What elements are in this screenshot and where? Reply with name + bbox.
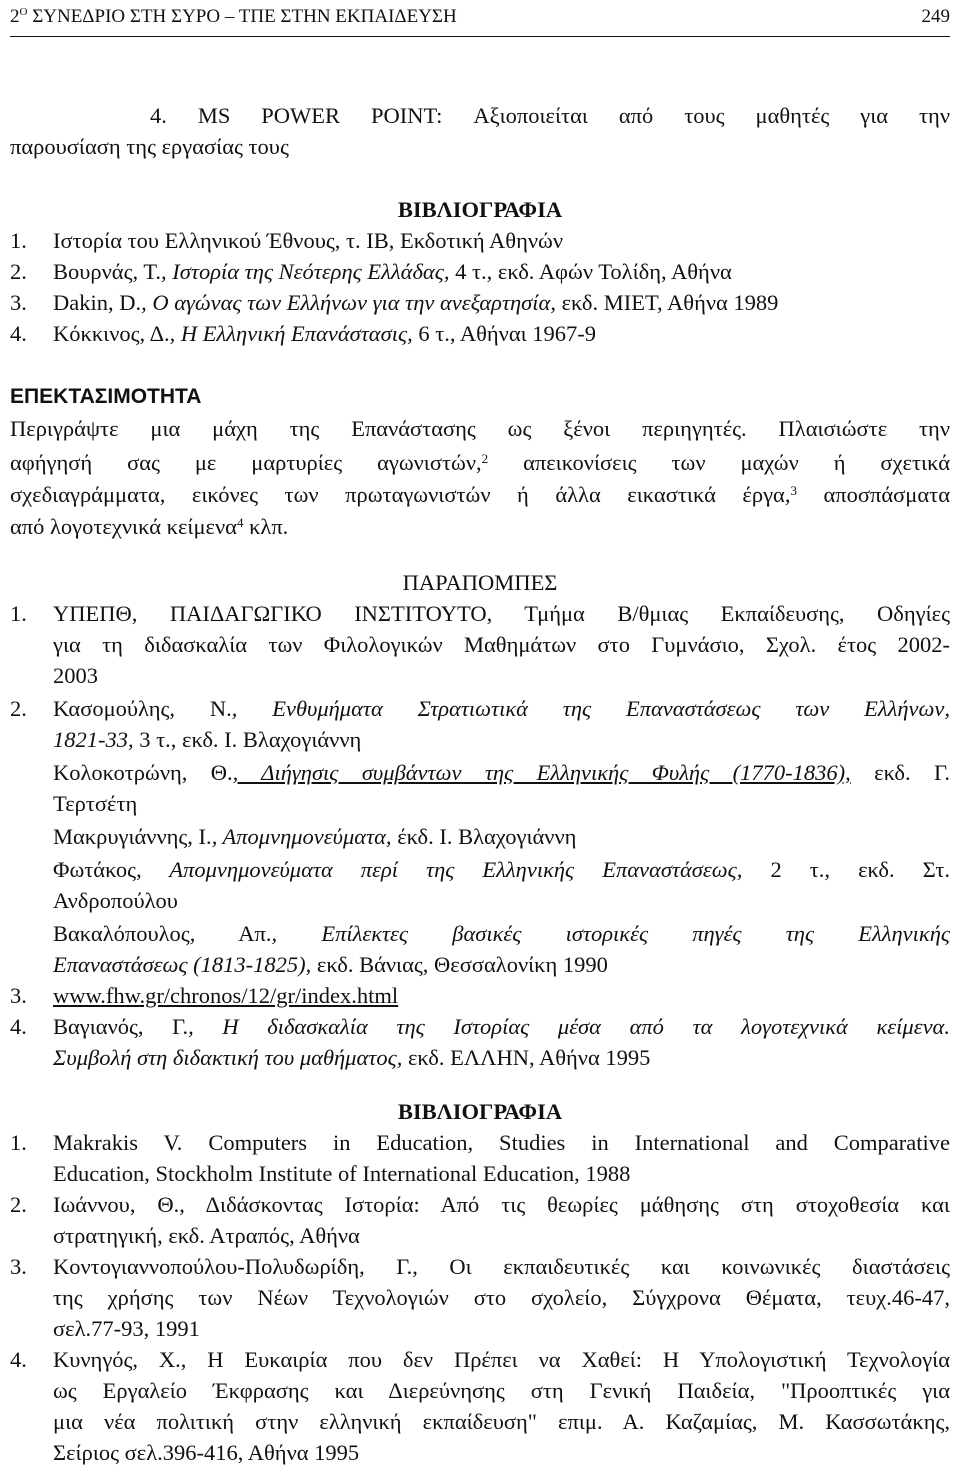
item-number: 1.	[10, 601, 27, 626]
item-number: 1.	[10, 228, 27, 253]
item-number: 4.	[10, 1347, 27, 1372]
biblio2-item-3-line-3: σελ.77-93, 1991	[53, 1316, 200, 1341]
header-conference-number: 2	[10, 6, 20, 27]
publisher: 2 τ., εκδ. Στ.	[742, 857, 950, 882]
item-number: 4.	[10, 1014, 27, 1039]
intro-line-2: παρουσίαση της εργασίας τους	[10, 134, 289, 159]
reference-link[interactable]: www.fhw.gr/chronos/12/gr/index.html	[53, 983, 399, 1008]
reference-2-line-5	[53, 822, 950, 852]
item-author: Βουρνάς, Τ.	[53, 259, 162, 284]
reference-2-line-7: Ανδροπούλου	[53, 888, 178, 913]
extension-heading: ΕΠΕΚΤΑΣΙΜΟΤΗΤΑ	[10, 385, 202, 408]
biblio2-item-4-line-2: ως Εργαλείο Έκφρασης και Διερεύνησης στη Γενική Παιδεία, "Προοπτικές για	[53, 1378, 950, 1403]
page-number: 249	[921, 6, 950, 27]
biblio2-item-4-line-3: μια νέα πολιτική στην ελληνική εκπαίδευση" επιμ. Α. Καζαμίας, Μ. Κασσωτάκης,	[53, 1409, 950, 1434]
bibliography-heading: ΒΙΒΛΙΟΓΡΑΦΙΑ	[397, 197, 563, 222]
footnote-mark: 4	[236, 515, 244, 530]
header-title	[10, 2, 457, 32]
item-publisher: 4 τ., εκδ. Αφών Τολίδη, Αθήνα	[449, 259, 732, 284]
item-text: Ιωάννου, Θ., Διδάσκοντας Ιστορία: Από τις θεωρίες μάθησης στη στοχοθεσία και	[53, 1192, 950, 1217]
references-heading: ΠΑΡΑΠΟΜΠΕΣ	[402, 570, 558, 595]
reference-2-line-9	[53, 950, 950, 980]
intro-line-1: 4. MS POWER POINT: Αξιοποιείται από τους μαθητές για την	[150, 103, 950, 128]
item-publisher: εκδ. ΜΙΕΤ, Αθήνα 1989	[555, 290, 779, 315]
publisher: 3 τ., εκδ. Ι. Βλαχογιάννη	[133, 727, 362, 752]
title: , Η διδασκαλία της Ιστορίας μέσα από τα λογοτεχνικά κείμενα.	[188, 1014, 950, 1039]
text: σχεδιαγράμματα, εικόνες των πρωταγωνιστών ή άλλα εικαστικά έργα,	[10, 482, 791, 507]
reference-2-line-2	[53, 725, 950, 755]
item-text: Makrakis V. Computers in Education, Studies in International and Comparative	[53, 1130, 950, 1155]
author: Βακαλόπουλος, Απ.	[53, 921, 272, 946]
item-title: , Ο αγώνας των Ελλήνων για την ανεξαρτησία,	[141, 290, 556, 315]
header-conference-text: ΣΥΝΕΔΡΙΟ ΣΤΗ ΣΥΡΟ – ΤΠΕ ΣΤΗΝ ΕΚΠΑΙΔΕΥΣΗ	[27, 6, 457, 27]
item-text: Κυνηγός, Χ., Η Ευκαιρία που δεν Πρέπει να Χαθεί: Η Υπολογιστική Τεχνολογία	[53, 1347, 950, 1372]
header-ordinal-superscript: Ο	[19, 6, 28, 18]
title: Επαναστάσεως (1813-1825),	[53, 952, 312, 977]
text: απεικονίσεις των μαχών ή σχετικά	[488, 450, 950, 475]
extension-line-1: Περιγράψτε μια μάχη της Επανάστασης ως ξένοι περιηγητές. Πλαισιώστε την	[10, 416, 950, 441]
reference-1-line-2: για τη διδασκαλία των Φιλολογικών Μαθημάτων στο Γυμνάσιο, Σχολ. έτος 2002-	[53, 632, 950, 657]
text: κλπ.	[243, 514, 289, 539]
item-author: Κόκκινος, Δ.	[53, 321, 170, 346]
reference-2-line-8	[53, 919, 950, 949]
title: , Επίλεκτες βασικές ιστορικές πηγές της Ελληνικής	[271, 921, 950, 946]
reference-2-line-6	[53, 855, 950, 885]
item-author: Dakin, D.	[53, 290, 142, 315]
item-number: 3.	[10, 1254, 27, 1279]
item-text: ΥΠΕΠΘ, ΠΑΙΔΑΓΩΓΙΚΟ ΙΝΣΤΙΤΟΥΤΟ, Τμήμα Β/θμιας Εκπαίδευσης, Οδηγίες	[53, 601, 950, 626]
item-text: Κοντογιαννοπούλου-Πολυδωρίδη, Γ., Οι εκπαιδευτικές και κοινωνικές διαστάσεις	[53, 1254, 950, 1279]
reference-2-line-4: Τερτσέτη	[53, 791, 138, 816]
biblio2-item-4-line-4: Σείριος σελ.396-416, Αθήνα 1995	[53, 1440, 360, 1465]
title: , Απομνημονεύματα,	[211, 824, 392, 849]
title: Συμβολή στη διδακτική του μαθήματος,	[53, 1045, 403, 1070]
extension-line-4	[10, 512, 950, 542]
biblio2-item-3-line-2: της χρήσης των Νέων Τεχνολογιών στο σχολείο, Σύγχρονα Θέματα, τευχ.46-47,	[53, 1285, 950, 1310]
publisher: εκδ. ΕΛΛΗΝ, Αθήνα 1995	[402, 1045, 651, 1070]
footnote-mark: 2	[481, 451, 489, 466]
bibliography-2-heading: ΒΙΒΛΙΟΓΡΑΦΙΑ	[397, 1099, 563, 1124]
biblio2-item-2-line-2: στρατηγική, εκδ. Ατραπός, Αθήνα	[53, 1223, 360, 1248]
author: Μακρυγιάννης, Ι.	[53, 824, 212, 849]
item-number: 2.	[10, 696, 27, 721]
reference-4-line-2	[53, 1043, 950, 1073]
item-text: Ιστορία του Ελληνικού Έθνους, τ. ΙΒ, Εκδοτική Αθηνών	[53, 228, 564, 253]
title: 1821-33,	[53, 727, 134, 752]
title: , Ενθυμήματα Στρατιωτικά της Επαναστάσεως των Ελλήνων,	[231, 696, 950, 721]
title: , Διήγησις συμβάντων της Ελληνικής Φυλής (1770-1836),	[232, 760, 851, 785]
item-number: 2.	[10, 1192, 27, 1217]
reference-1-line-3: 2003	[53, 663, 98, 688]
author: Κολοκοτρώνη, Θ.	[53, 760, 233, 785]
item-number: 3.	[10, 983, 27, 1008]
text: αφήγησή σας με μαρτυρίες αγωνιστών,	[10, 450, 482, 475]
title: Απομνημονεύματα περί της Ελληνικής Επαναστάσεως,	[141, 857, 743, 882]
item-title: , Η Ελληνική Επανάστασις,	[169, 321, 413, 346]
reference-2-line-3	[53, 758, 950, 788]
extension-line-3	[10, 480, 950, 510]
item-number: 4.	[10, 321, 27, 346]
author: Κασομούλης, Ν.	[53, 696, 232, 721]
author: Φωτάκος,	[53, 857, 142, 882]
item-title: , Ιστορία της Νεότερης Ελλάδας,	[161, 259, 450, 284]
publisher: έκδ. Ι. Βλαχογιάννη	[391, 824, 577, 849]
running-header	[10, 2, 950, 37]
item-number: 1.	[10, 1130, 27, 1155]
item-number: 2.	[10, 259, 27, 284]
author: Βαγιανός, Γ.	[53, 1014, 189, 1039]
biblio2-item-1-line-2: Education, Stockholm Institute of International Education, 1988	[53, 1161, 631, 1186]
footnote-mark: 3	[790, 483, 797, 498]
publisher: εκδ. Γ.	[850, 760, 950, 785]
extension-line-2	[10, 448, 950, 478]
publisher: εκδ. Βάνιας, Θεσσαλονίκη 1990	[311, 952, 608, 977]
item-number: 3.	[10, 290, 27, 315]
text: αποσπάσματα	[796, 482, 950, 507]
text: από λογοτεχνικά κείμενα	[10, 514, 237, 539]
item-publisher: 6 τ., Αθήναι 1967-9	[412, 321, 597, 346]
